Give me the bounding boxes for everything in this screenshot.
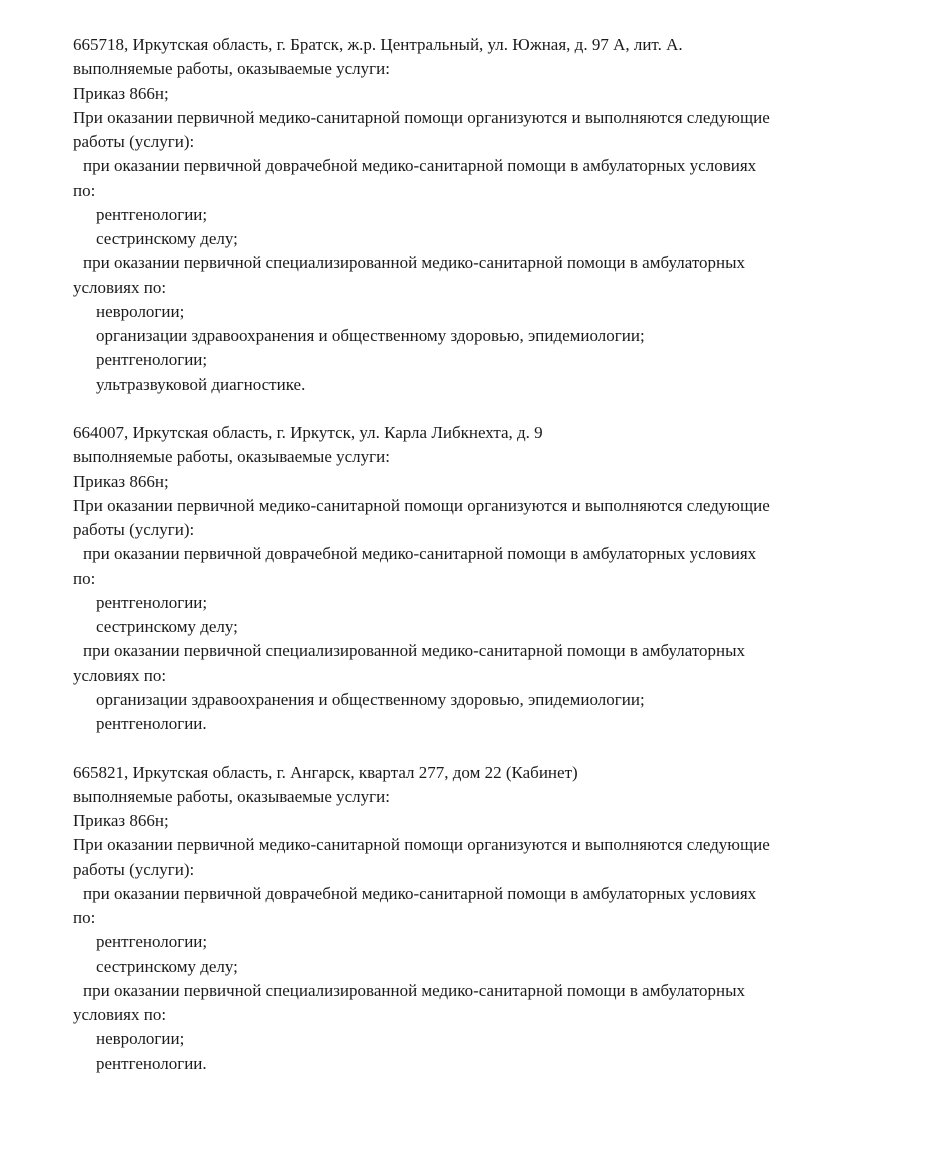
text-line: условиях по:: [73, 665, 167, 685]
text-line: при оказании первичной специализированной медико-санитарной помощи в амбулаторных: [83, 641, 746, 661]
document-body: [73, 33, 888, 1076]
text-line: При оказании первичной медико-санитарной помощи организуются и выполняются следующие: [73, 495, 770, 515]
text-line: Приказ 866н;: [73, 471, 169, 491]
text-line: по:: [73, 908, 96, 927]
text-line: при оказании первичной доврачебной медико-санитарной помощи в амбулаторных условиях: [83, 156, 757, 176]
text-line: Приказ 866н;: [73, 811, 169, 830]
service-list-item: ультразвуковой диагностике.: [96, 374, 306, 394]
service-list-item: сестринскому делу;: [96, 617, 238, 636]
text-line: по:: [73, 568, 96, 588]
text-line: выполняемые работы, оказываемые услуги:: [73, 447, 390, 467]
service-list-item: неврологии;: [96, 1029, 185, 1049]
address-line: 665718, Иркутская область, г. Братск, ж.р. Центральный, ул. Южная, д. 97 А, лит. А.: [73, 35, 683, 54]
service-list-item: организации здравоохранения и общественному здоровью, эпидемиологии;: [96, 326, 645, 345]
license-location-section: [73, 421, 888, 736]
service-list-item: сестринскому делу;: [96, 956, 238, 976]
text-line: условиях по:: [73, 1005, 167, 1024]
text-line: по:: [73, 180, 96, 200]
text-line: выполняемые работы, оказываемые услуги:: [73, 59, 390, 79]
text-line: при оказании первичной специализированной медико-санитарной помощи в амбулаторных: [83, 253, 746, 273]
text-line: выполняемые работы, оказываемые услуги:: [73, 786, 390, 806]
address-line: 664007, Иркутская область, г. Иркутск, ул. Карла Либкнехта, д. 9: [73, 423, 543, 442]
service-list-item: рентгенологии;: [96, 932, 208, 952]
license-location-section: [73, 33, 888, 397]
service-list-item: организации здравоохранения и общественному здоровью, эпидемиологии;: [96, 689, 645, 709]
service-list-item: рентгенологии.: [96, 1053, 207, 1073]
address-line: 665821, Иркутская область, г. Ангарск, квартал 277, дом 22 (Кабинет): [73, 762, 578, 782]
text-line: При оказании первичной медико-санитарной помощи организуются и выполняются следующие: [73, 107, 770, 127]
service-list-item: рентгенологии;: [96, 592, 208, 612]
service-list-item: рентгенологии;: [96, 350, 208, 370]
service-list-item: неврологии;: [96, 301, 185, 321]
text-line: При оказании первичной медико-санитарной помощи организуются и выполняются следующие: [73, 835, 770, 855]
text-line: при оказании первичной доврачебной медико-санитарной помощи в амбулаторных условиях: [83, 544, 757, 564]
service-list-item: рентгенологии;: [96, 204, 208, 224]
text-line: работы (услуги):: [73, 132, 195, 151]
text-line: при оказании первичной доврачебной медико-санитарной помощи в амбулаторных условиях: [83, 883, 757, 903]
text-line: при оказании первичной специализированной медико-санитарной помощи в амбулаторных: [83, 980, 746, 1000]
text-line: Приказ 866н;: [73, 83, 169, 103]
service-list-item: сестринскому делу;: [96, 229, 238, 248]
text-line: работы (услуги):: [73, 859, 195, 879]
service-list-item: рентгенологии.: [96, 714, 207, 733]
text-line: условиях по:: [73, 277, 167, 297]
text-line: работы (услуги):: [73, 520, 195, 539]
license-location-section: [73, 761, 888, 1076]
